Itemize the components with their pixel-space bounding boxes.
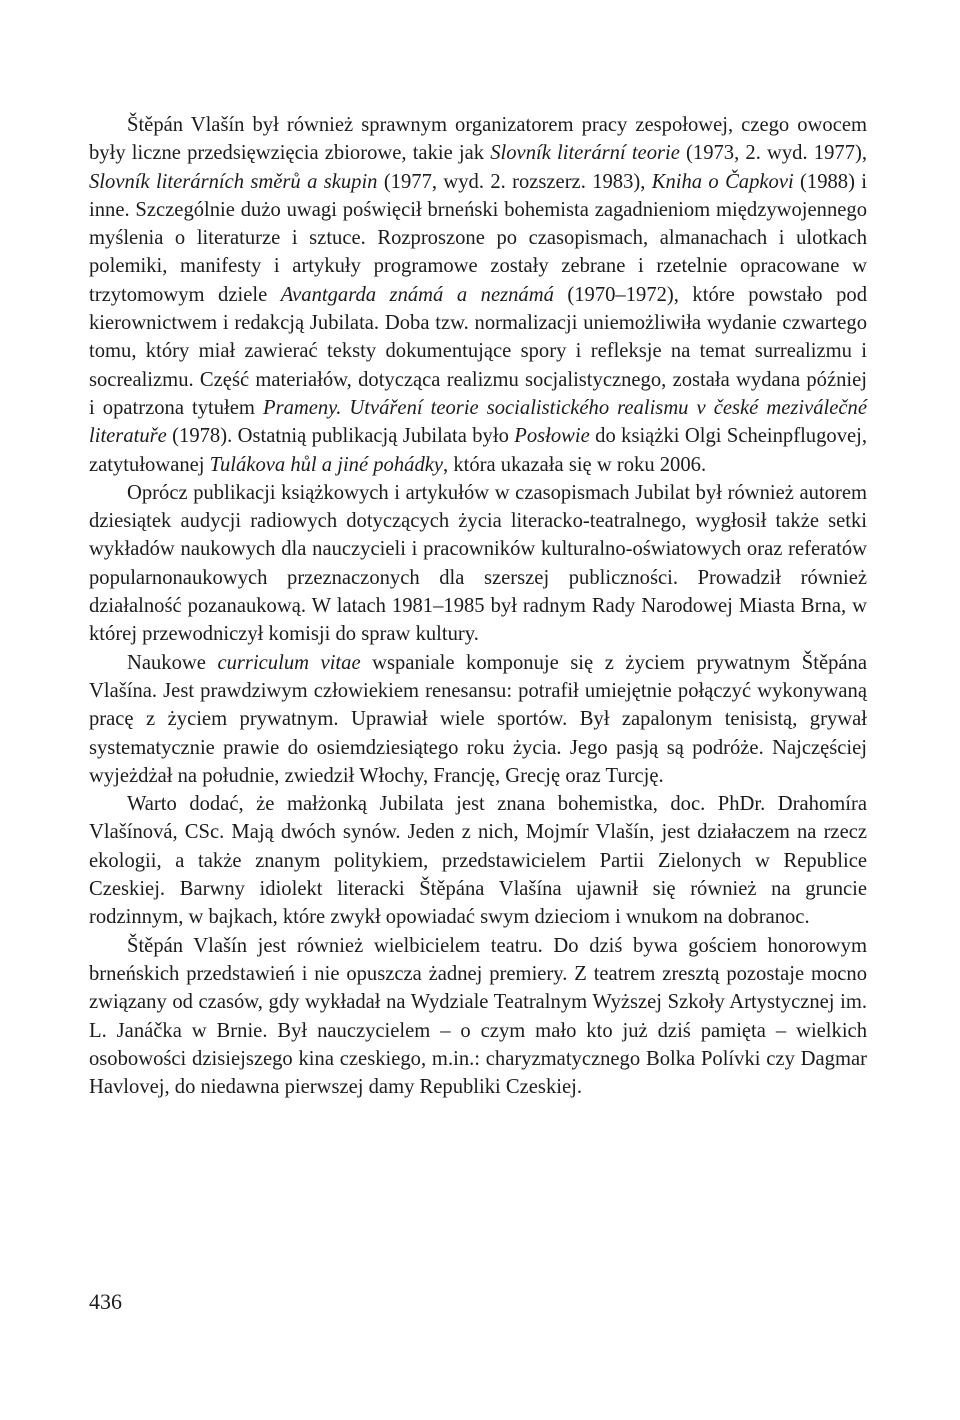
paragraph xyxy=(89,111,867,479)
italic-title-text: Kniha o Čapkovi xyxy=(651,170,794,193)
body-text: , która ukazała się w roku 2006. xyxy=(443,453,707,476)
body-text: (1978). Ostatnią publikacją Jubilata było xyxy=(166,425,515,448)
italic-title-text: Posłowie xyxy=(514,425,590,448)
body-text: (1973, 2. wyd. 1977), xyxy=(679,142,867,165)
body-text: Štěpán Vlašín jest również wielbicielem teatru. Do dziś bywa gościem honorowym brneńskich przedstawień i nie opuszcza żadnej premiery. Z teatrem zresztą pozostaje mocno związany od czasów, gdy wykładał na Wydziale Teatralnym Wyższej Szkoły Artystycznej im. L. Janáčka w Brnie. Był nauczycielem – o czym mało kto już dziś pamięta – wielkich osobowości dzisiejszego kina czeskiego, m.in.: charyzmatycznego Bolka Polívki czy Dagmar Havlovej, do niedawna pierwszej damy Republiki Czeskiej. xyxy=(89,934,867,1099)
page-number: 436 xyxy=(89,1289,122,1314)
italic-title-text: Prameny. Utváření teorie socialistického realismu v české meziválečné literatuře xyxy=(89,396,867,448)
body-text: wspaniale komponuje się z życiem prywatnym Štěpána Vlašína. Jest prawdziwym człowiekiem renesansu: potrafił umiejętnie połączyć wykonywaną pracę z życiem prywatnym. Uprawiał wiele sportów. Był zapalonym tenisistą, grywał systematycznie prawie do osiemdziesiątego roku życia. Jego pasją są podróże. Najczęściej wyjeżdżał na południe, zwiedził Włochy, Francję, Grecję oraz Turcję. xyxy=(89,651,867,787)
body-text: Oprócz publikacji książkowych i artykułów w czasopismach Jubilat był również autorem dziesiątek audycji radiowych dotyczących życia literacko-teatralnego, wygłosił także setki wykładów naukowych dla nauczycieli i pracowników kulturalno-oświatowych oraz referatów popularnonaukowych przeznaczonych dla szerszej publiczności. Prowadził również działalność pozanaukową. W latach 1981–1985 był radnym Rady Narodowej Miasta Brna, w której przewodniczył komisji do spraw kultury. xyxy=(89,481,867,646)
italic-title-text: Slovník literárních směrů a skupin xyxy=(89,170,378,193)
body-text: (1977, wyd. 2. rozszerz. 1983), xyxy=(377,170,652,193)
paragraph xyxy=(89,479,867,649)
page-body xyxy=(89,111,867,1101)
body-text: Štěpán Vlašín był również sprawnym organizatorem pracy zespołowej, czego owocem były liczne przedsięwzięcia zbiorowe, takie jak xyxy=(89,114,867,165)
italic-title-text: Tulákova hůl a jiné pohádky xyxy=(209,453,444,476)
body-text: (1970–1972), które powstało pod kierownictwem i redakcją Jubilata. Doba tzw. normalizacji uniemożliwiła wydanie czwartego tomu, który miał zawierać teksty dokumentujące spory i refleksje na temat surrealizmu i socrealizmu. Część materiałów, dotycząca realizmu socjalistycznego, została wydana później i opatrzona tytułem xyxy=(89,283,868,419)
paragraph xyxy=(89,932,867,1102)
body-text: do książki Olgi Scheinpflugovej, zatytułowanej xyxy=(89,425,867,476)
italic-title-text: Avantgarda známá a neznámá xyxy=(280,283,554,306)
italic-title-text: Slovník literární teorie xyxy=(490,142,680,165)
italic-title-text: curriculum vitae xyxy=(217,651,361,674)
paragraph xyxy=(89,649,867,790)
body-text: (1988) i inne. Szczególnie dużo uwagi poświęcił brneński bohemista zagadnieniom międzywojennego myślenia o literaturze i sztuce. Rozproszone po czasopismach, almanachach i ulotkach polemiki, manifesty i artykuły programowe zostały zebrane i rzetelnie opracowane w trzytomowym dziele xyxy=(89,170,868,306)
body-text: Naukowe xyxy=(127,651,218,674)
body-text: Warto dodać, że małżonką Jubilata jest znana bohemistka, doc. PhDr. Drahomíra Vlašínová, CSc. Mają dwóch synów. Jeden z nich, Mojmír Vlašín, jest działaczem na rzecz ekologii, a także znanym politykiem, przedstawicielem Partii Zielonych w Republice Czeskiej. Barwny idiolekt literacki Štěpána Vlašína ujawnił się również na gruncie rodzinnym, w bajkach, które zwykł opowiadać swym dzieciom i wnukom na dobranoc. xyxy=(89,793,867,929)
paragraph xyxy=(89,790,867,931)
